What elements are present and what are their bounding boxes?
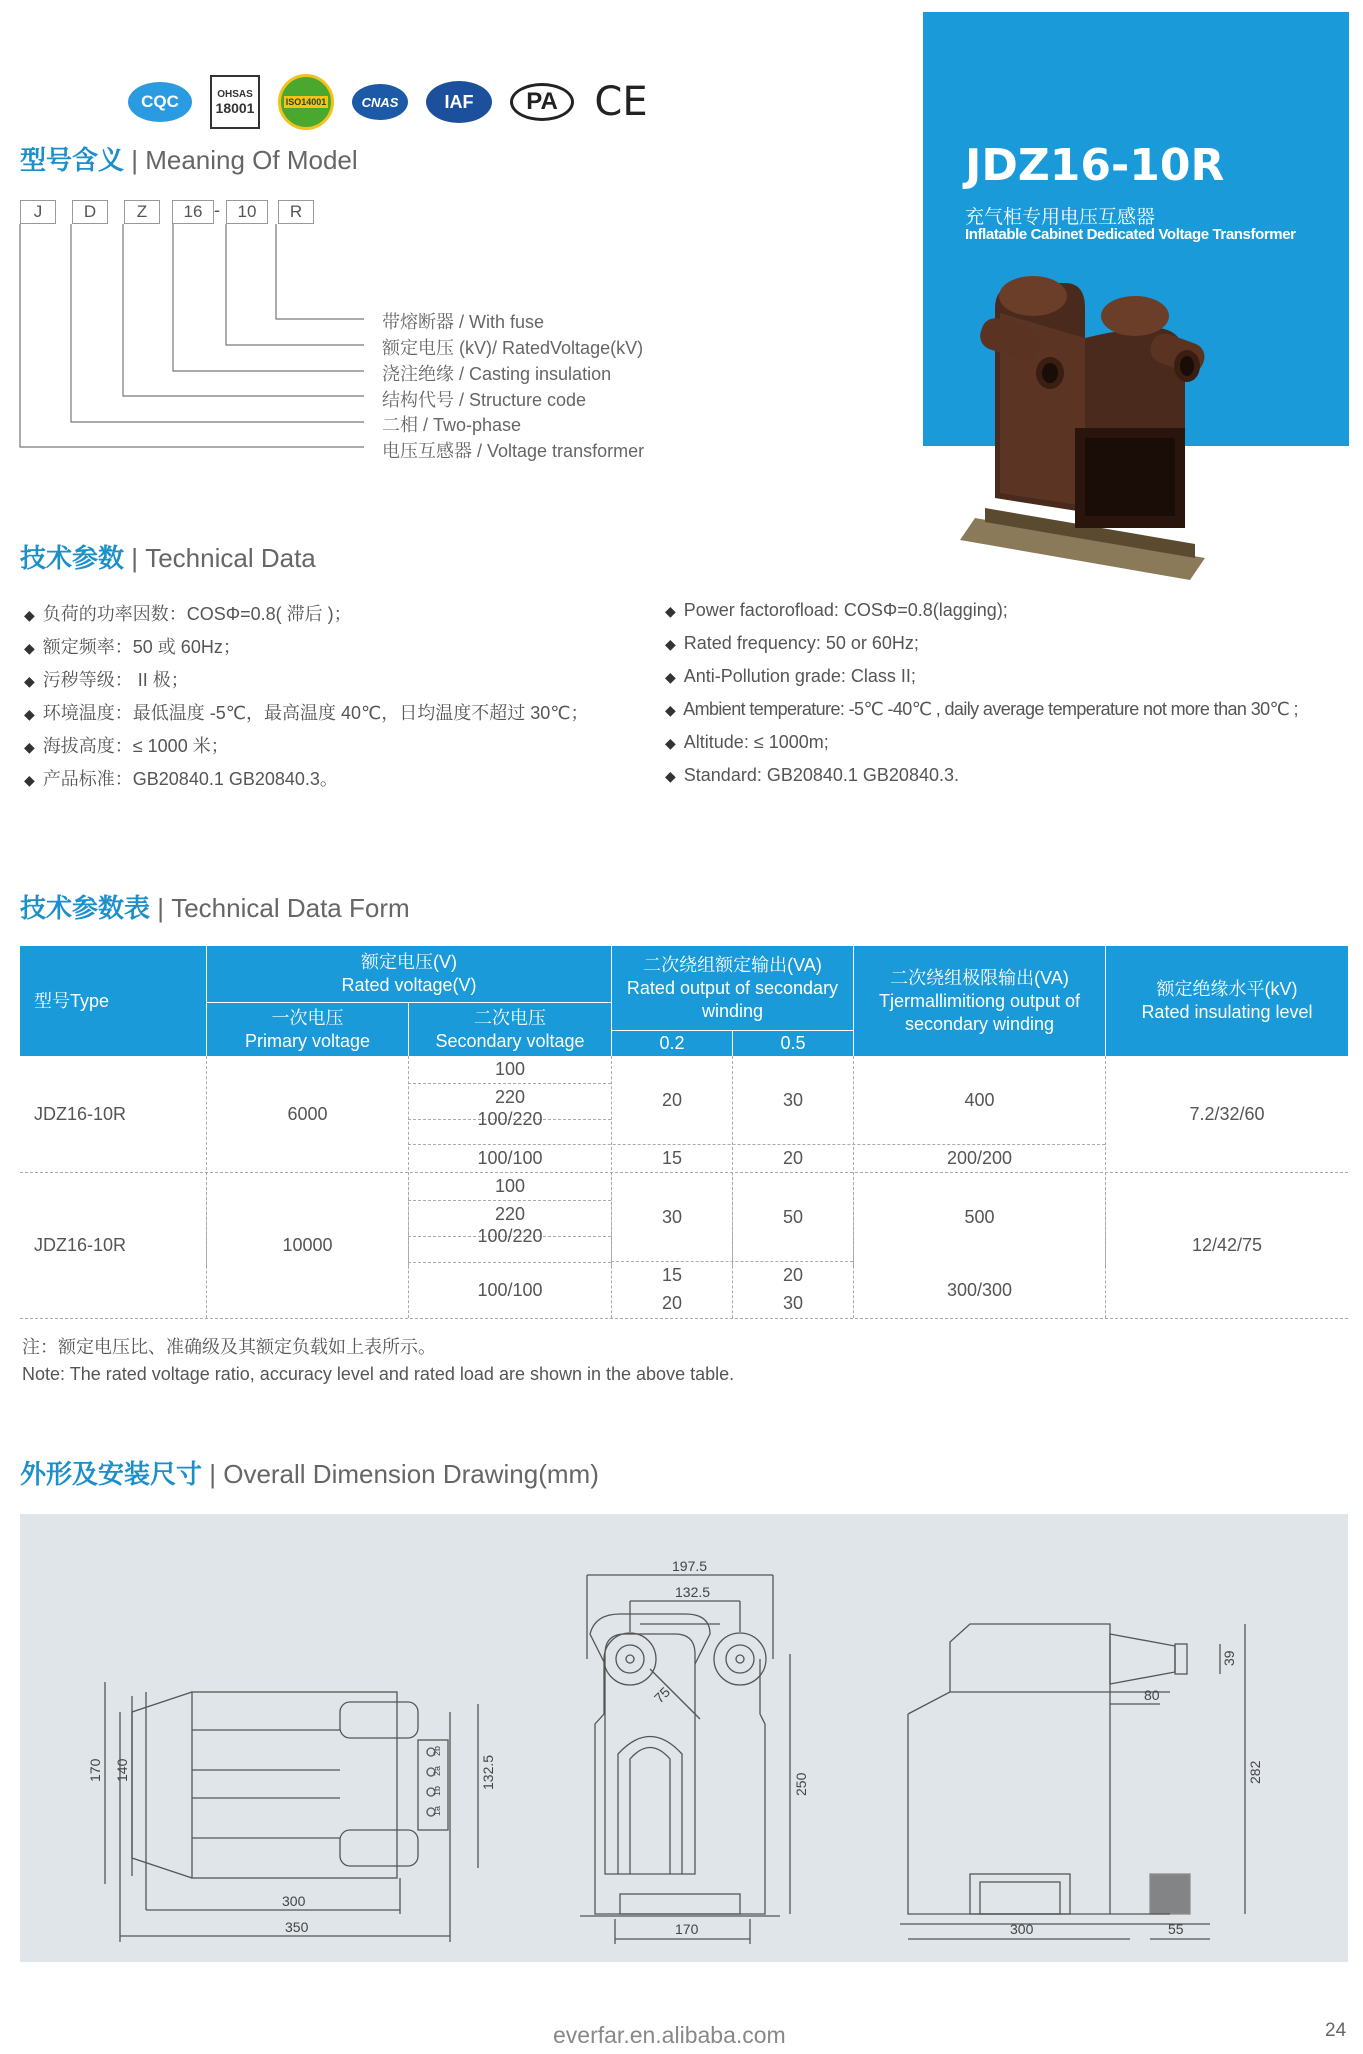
meaning-voltage-transformer: 电压互感器 / Voltage transformer <box>382 441 645 461</box>
table-cell-secondary: 220 <box>494 1087 526 1107</box>
header-class-0.5: 0.5 <box>733 1031 853 1056</box>
meaning-two-phase: 二相 / Two-phase <box>382 415 522 435</box>
table-cell-limit: 200/200 <box>946 1148 1013 1168</box>
tech-zh-item: ◆ 额定频率：50 或 60Hz； <box>24 637 241 657</box>
table-cell-insulation: 7.2/32/60 <box>1189 1103 1265 1124</box>
code-10: 10 <box>226 200 268 224</box>
group-divider <box>20 1318 1348 1319</box>
table-cell-primary: 6000 <box>287 1103 328 1124</box>
dimension-drawing-panel <box>20 1514 1348 1962</box>
product-name-zh: 充气柜专用电压互感器 <box>965 206 1156 228</box>
product-name-en: Inflatable Cabinet Dedicated Voltage Transformer <box>965 226 1296 243</box>
table-cell-out02: 20 <box>661 1293 683 1313</box>
footer-website: everfar.en.alibaba.com <box>553 2022 786 2048</box>
model-meaning-lines <box>0 0 380 460</box>
tech-zh-item: ◆ 污秽等级： II 极； <box>24 670 189 690</box>
code-J: J <box>20 200 56 224</box>
table-cell-out05: 20 <box>782 1265 804 1285</box>
table-cell-secondary: 100/100 <box>477 1280 543 1300</box>
header-insulation-level: 额定绝缘水平(kV) Rated insulating level <box>1106 946 1348 1056</box>
table-cell-limit: 300/300 <box>946 1279 1013 1300</box>
terminal-label: 1a <box>432 1805 442 1816</box>
product-image <box>955 268 1215 588</box>
tech-en-item: ◆ Altitude: ≤ 1000m; <box>665 732 829 752</box>
dim-top-282: 282 <box>1247 1760 1263 1784</box>
table-cell-out05: 30 <box>782 1089 804 1110</box>
dim-front-140: 140 <box>114 1758 130 1782</box>
dim-top-300: 300 <box>1010 1921 1034 1937</box>
dimension-drawings <box>20 1514 1348 1962</box>
table-cell-secondary: 100/220 <box>477 1226 543 1246</box>
pa-logo-icon: PA <box>510 83 574 121</box>
table-cell-out02: 20 <box>661 1089 683 1110</box>
dim-front-1325: 132.5 <box>480 1754 496 1790</box>
table-cell-out02: 15 <box>661 1148 683 1168</box>
table-cell-out02: 30 <box>661 1206 683 1227</box>
table-cell-type: JDZ16-10R <box>34 1103 127 1124</box>
meaning-structure-code: 结构代号 / Structure code <box>382 390 587 410</box>
tech-en-item: ◆ Rated frequency: 50 or 60Hz; <box>665 633 919 653</box>
dim-front-300: 300 <box>282 1893 306 1909</box>
table-cell-secondary: 220 <box>494 1204 526 1224</box>
meaning-casting-insulation: 浇注绝缘 / Casting insulation <box>382 364 612 384</box>
tech-en-item: ◆ Standard: GB20840.1 GB20840.3. <box>665 765 959 785</box>
cnas-logo-icon: CNAS <box>352 84 408 120</box>
code-Z: Z <box>124 200 160 224</box>
header-secondary-voltage: 二次电压 Secondary voltage <box>409 1003 611 1056</box>
table-cell-primary: 10000 <box>282 1235 333 1255</box>
data-form-title: 技术参数表 | Technical Data Form <box>20 893 410 924</box>
code-D: D <box>72 200 108 224</box>
dim-front-350: 350 <box>285 1919 309 1935</box>
table-cell-secondary: 100 <box>494 1059 526 1079</box>
product-model-title: JDZ16-10R <box>965 140 1225 191</box>
table-cell-limit: 500 <box>964 1206 995 1227</box>
table-cell-secondary: 100/220 <box>477 1109 543 1129</box>
header-primary-voltage: 一次电压 Primary voltage <box>207 1003 408 1056</box>
table-cell-secondary: 100 <box>494 1176 526 1196</box>
table-cell-insulation: 12/42/75 <box>1191 1235 1263 1255</box>
table-cell-out05: 50 <box>782 1206 804 1227</box>
table-note-zh: 注：额定电压比、准确级及其额定负载如上表所示。 <box>22 1337 436 1357</box>
meaning-rated-voltage: 额定电压 (kV)/ RatedVoltage(kV) <box>382 338 644 358</box>
terminal-label: 2b <box>432 1745 442 1756</box>
page-number: 24 <box>1325 2020 1347 2041</box>
table-cell-type: JDZ16-10R <box>34 1235 127 1255</box>
dim-top-39: 39 <box>1221 1650 1237 1666</box>
technical-data-title: 技术参数 | Technical Data <box>20 543 316 574</box>
code-R: R <box>278 200 314 224</box>
iso14001-logo-icon: ISO14001 <box>278 74 334 130</box>
dim-side-250: 250 <box>793 1772 809 1796</box>
header-limit-output: 二次绕组极限输出(VA) Tjermallimitiong output of secondary winding <box>854 946 1105 1056</box>
code-dash: - <box>214 200 220 220</box>
ce-logo-icon: CE <box>594 79 648 125</box>
meaning-with-fuse: 带熔断器 / With fuse <box>382 312 545 332</box>
dim-top-80: 80 <box>1144 1687 1160 1703</box>
tech-zh-item: ◆ 产品标准：GB20840.1 GB20840.3。 <box>24 769 338 789</box>
dim-side-1975: 197.5 <box>672 1558 708 1574</box>
cqc-logo-icon: CQC <box>128 82 192 122</box>
tech-en-item: ◆ Ambient temperature: -5℃ -40℃ , daily average temperature not more than 30℃ ; <box>665 699 1298 719</box>
dim-front-170: 170 <box>87 1758 103 1782</box>
tech-zh-item: ◆ 负荷的功率因数：COSΦ=0.8( 滞后 )； <box>24 604 352 624</box>
table-cell-limit: 400 <box>964 1089 995 1110</box>
code-16: 16 <box>172 200 214 224</box>
dimension-title: 外形及安装尺寸 | Overall Dimension Drawing(mm) <box>20 1459 599 1490</box>
table-cell-secondary: 100/100 <box>477 1148 543 1168</box>
table-cell-out05: 20 <box>782 1148 804 1168</box>
tech-zh-item: ◆ 环境温度：最低温度 -5℃，最高温度 40℃，日均温度不超过 30℃； <box>24 703 589 723</box>
ohsas-logo-icon: OHSAS 18001 <box>210 75 260 129</box>
table-note-en: Note: The rated voltage ratio, accuracy level and rated load are shown in the above table. <box>22 1364 735 1384</box>
model-meaning-title: 型号含义 | Meaning Of Model <box>20 145 358 176</box>
dim-top-55: 55 <box>1168 1921 1184 1937</box>
iaf-logo-icon: IAF <box>426 81 492 123</box>
dim-side-1325: 132.5 <box>675 1584 711 1600</box>
header-rated-voltage: 额定电压(V) Rated voltage(V) <box>207 946 611 1002</box>
header-rated-output: 二次绕组额定输出(VA) Rated output of secondary winding <box>612 946 853 1030</box>
tech-zh-item: ◆ 海拔高度：≤ 1000 米； <box>24 736 229 756</box>
tech-en-item: ◆ Anti-Pollution grade: Class II; <box>665 666 916 686</box>
terminal-label: 1b <box>432 1785 442 1796</box>
tech-en-item: ◆ Power factorofload: COSΦ=0.8(lagging); <box>665 600 1008 620</box>
header-class-0.2: 0.2 <box>612 1031 732 1056</box>
terminal-label: 2a <box>432 1765 442 1776</box>
table-cell-out02: 15 <box>661 1265 683 1285</box>
dim-side-75: 75 <box>650 1683 674 1707</box>
dim-side-170: 170 <box>675 1921 699 1937</box>
header-type: 型号Type <box>20 946 206 1056</box>
table-cell-out05: 30 <box>782 1293 804 1313</box>
